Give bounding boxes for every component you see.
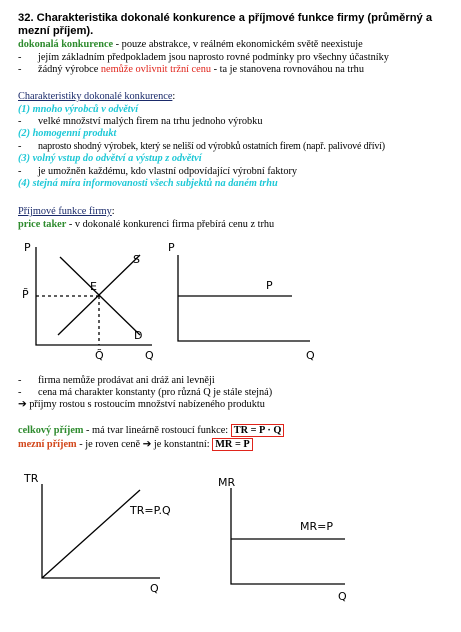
mr-axis-label: MR [218,476,236,489]
intro-line [18,39,363,51]
term-dokonala-konkurence: dokonalá konkurence [18,39,114,50]
firm-bullet-2: - cena má charakter konstanty (pro různá Q je stále stejná) [18,387,273,398]
equilibrium-quantity-label: Q̃ [95,349,104,362]
char-3-bullet-text: je umožněn každému, kdo vlastní odpovídající výrobní faktory [38,166,298,177]
tr-axes [42,484,160,578]
char-1: (1) mnoho výrobců v odvětví [18,104,139,115]
revenue-graphs [0,468,461,618]
page-title [18,12,432,25]
char-2-bullet-text: naprosto shodný výrobek, který se neliší od výrobků ostatních firem (např. palivové dříví) [38,141,385,152]
char-2: (2) homogenní produkt [18,128,117,139]
supply-label: S [133,253,140,266]
term-mezni-prijem: mezní příjem [18,439,77,450]
market-and-firm-graph [0,235,461,365]
firm-p-axis-label: P [168,241,175,254]
mr-q-axis-label: Q [338,590,347,603]
equilibrium-price-label: P̃ [22,288,29,301]
char-2-bullet: - naprosto shodný výrobek, který se neliší od výrobků ostatních firem (např. palivové dříví) [18,141,385,152]
page-title-line2: mezní příjem). [18,25,94,37]
firm-q-axis-label: Q [306,349,315,362]
char-3-bullet: - je umožněn každému, kdo vlastní odpovídající výrobní faktory [18,166,298,177]
price-taker-def: - v dokonalé konkurenci firma přebírá cenu z trhu [66,219,275,230]
mr-line-label: MR=P [300,520,333,533]
intro-bullet-2-pre: žádný výrobce [38,64,101,75]
prijmove-colon: : [111,206,115,217]
charakteristiky-heading [18,91,175,103]
tr-line [42,490,140,578]
tr-formula: TR = P · Q [231,424,285,437]
equilibrium-label: E [90,280,97,293]
charakteristiky-heading-text: Charakteristiky dokonalé konkurence [18,91,173,102]
tr-q-axis-label: Q [150,582,159,595]
firm-bullet-3: ➔ příjmy rostou s rostoucím množství nabízeného produktu [18,399,265,410]
firm-bullet-2-text: cena má charakter konstanty (pro různá Q je stále stejná) [38,387,273,398]
market-q-axis-label: Q [145,349,154,362]
tr-line-label: TR=P.Q [130,504,171,517]
tr-axis-label: TR [24,472,39,485]
intro-bullet-1-text: jejím základním předpokladem jsou naprosto rovné podmínky pro všechny účastníky [38,52,389,63]
celkovy-prijem-line [18,425,284,437]
char-1-bullet: - velké množství malých firem na trhu jednoho výrobku [18,116,263,127]
title-line1: 32. Charakteristika dokonalé konkurence a příjmové funkce firmy (průměrný a [18,12,433,24]
char-4: (4) stejná míra informovanosti všech subjektů na daném trhu [18,178,278,189]
mr-formula: MR = P [212,438,252,451]
charakteristiky-colon: : [172,91,176,102]
char-3: (3) volný vstup do odvětví a výstup z odvětví [18,153,202,164]
market-p-axis-label: P [24,241,31,254]
intro-bullet-2-red: nemůže ovlivnit tržní cenu [100,64,211,75]
demand-label: D [134,329,143,342]
mezni-prijem-def: - je roven ceně ➔ je konstantní: [76,439,213,450]
firm-price-label: P [266,279,273,292]
mr-axes [231,488,345,584]
mezni-prijem-line [18,439,253,451]
intro-bullet-1: - jejím základním předpokladem jsou naprosto rovné podmínky pro všechny účastníky [18,52,389,63]
intro-bullet-2-post: - ta je stanovena rovnováhou na trhu [211,64,364,75]
prijmove-heading-text: Příjmové funkce firmy [18,206,112,217]
prijmove-heading [18,206,115,218]
firm-bullet-1-text: firma nemůže prodávat ani dráž ani levněji [38,375,215,386]
price-taker-line [18,219,274,231]
char-1-bullet-text: velké množství malých firem na trhu jednoho výrobku [38,116,263,127]
firm-bullet-1: - firma nemůže prodávat ani dráž ani levněji [18,375,215,386]
term-price-taker: price taker [18,219,67,230]
celkovy-prijem-def: - má tvar lineárně rostoucí funkce: [83,425,231,436]
term-celkovy-prijem: celkový příjem [18,425,84,436]
intro-def: - pouze abstrakce, v reálném ekonomickém světě neexistuje [113,39,363,50]
firm-axes [178,255,310,341]
intro-bullet-2: - žádný výrobce nemůže ovlivnit tržní cenu - ta je stanovena rovnováhou na trhu [18,64,364,75]
